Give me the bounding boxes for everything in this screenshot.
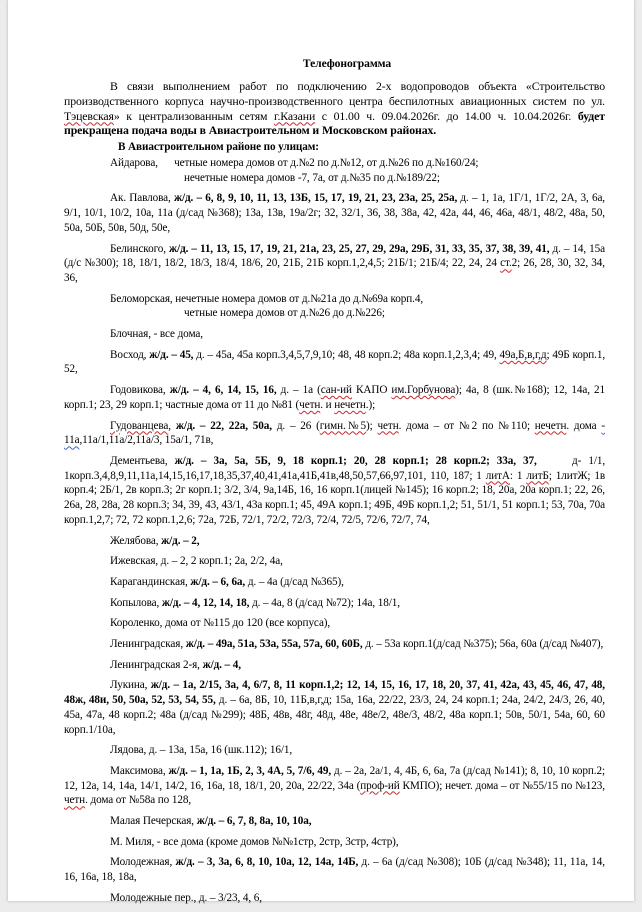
entry-text: Молодежные пер., д. – 3/23, 4, 6, — [110, 891, 262, 904]
entry-text: литБ — [526, 469, 549, 482]
entry-text: ст. — [500, 257, 512, 270]
street-entry-m-milya — [64, 835, 605, 850]
entry-text: Годовикова, — [110, 384, 170, 397]
entry-text: Желябова, — [110, 534, 162, 547]
entry-text: , — [168, 419, 176, 432]
street-entry-kopylova — [64, 596, 605, 611]
entry-text: 49а,Б,в,г,д — [499, 348, 547, 361]
entry-bold: ж/д. – 22, 22а, 50а, — [175, 419, 272, 432]
entry-text: Лукина, — [110, 679, 151, 692]
entry-text: литА — [485, 469, 510, 482]
entry-text: ; 49Б корп.1, 52, — [64, 348, 606, 376]
street-entry-leningradskaya — [64, 637, 605, 652]
entry-text: д. – 6а, 8Б, 10, 11Б,в,г,д; 15а, 16а, 22/22, 23/3, 24, 24 корп.1; 24а, 24/2, 24/3, 26, 40, 45а, 47а, 48 корп.2; 48а (д/сад №299); 48Б, 48в, 48г, 48д, 48е, 48е/2, 48е/3, 48/2, 48а корп.1; 50в, 50/1, 54а, 60, 60 корп.1/10а, — [64, 694, 605, 736]
entry-text: четн — [377, 419, 399, 432]
street-entry-aydarova — [64, 156, 605, 171]
entry-text: . дома – от №2 по №110; — [398, 419, 535, 432]
entry-text: М. Миля, - все дома (кроме домов №№1стр, 2стр, 3стр, 4стр), — [110, 835, 399, 848]
intro-text: В связи выполнением работ по подключению 2-х водопроводов объекта «Строительство производственного корпуса научно-производственного центра беспилотных авиационных систем по ул. — [64, 78, 605, 108]
entry-bold: ж/д. – 1а, 2/15, 3а, 4, 6/7, 8, 11 корп.1,2; 12, 14, 15, 16, 17, 18, 20, 37, 41, 42а, 43, 45, 46, 47, 48, 48ж, 48и, 50, 50а, 52, 53, 54, 55, — [64, 679, 606, 707]
entry-text: КМПО); нечет. дома – от №55/15 по №123, — [399, 779, 605, 792]
entry-text: нечетные номера домов -7, 7а, от д.№35 по д.№189/22; — [184, 171, 440, 184]
entry-text: : 1 — [509, 469, 527, 482]
entry-text: Ижевская, д. – 2, 2 корп.1; 2а, 2/2, 4а, — [110, 555, 283, 568]
entry-text: нечетн — [534, 419, 567, 432]
entry-bold: ж/д. – 6, 7, 8, 8а, 10, 10а, — [196, 815, 312, 828]
entry-text: нечетн — [334, 398, 366, 411]
entry-text: д. – 6а (д/сад №308); 10Б (д/сад №348); 11, 11а, 14, 16, 16а, 18, 18а, — [64, 856, 605, 884]
entry-text: Короленко, дома от №115 до 120 (все корпуса), — [110, 617, 331, 630]
street-entry-gudovantseva — [64, 419, 605, 448]
street-entry-lukina — [64, 678, 605, 737]
street-entry-maksimova — [64, 764, 605, 808]
street-entry-godovikova — [64, 383, 605, 412]
entry-text: сан-ий — [320, 384, 352, 397]
entry-text: Восход, — [110, 348, 150, 361]
street-entry-pavlova — [64, 191, 605, 235]
entry-text: четные номера домов от д.№26 до д.№226; — [184, 307, 385, 320]
entry-text: ); 4а, 8 (шк.№168); 12, 14а, 21 корп.1; 23, 29 корп.1; частные дома от 11 до №81 ( — [64, 384, 606, 411]
street-entry-karagandinskaya — [64, 575, 605, 590]
entry-text: - 11а — [64, 419, 605, 447]
district-heading: В Авиастроительном районе по улицам: — [118, 141, 319, 154]
intro-street: Тэцевская — [64, 108, 114, 123]
entry-text: четн — [64, 794, 86, 807]
document-title: Телефонограмма — [302, 57, 392, 70]
entry-text: . и — [320, 398, 335, 411]
intro-text: с 01.00 ч. 09.04.2026г. до 14.00 ч. 10.04.2026г. — [315, 108, 578, 123]
street-entry-molodezhnaya — [64, 855, 605, 884]
document-body — [64, 57, 608, 912]
entry-bold: ж/д. – 45, — [149, 348, 194, 361]
entry-text: КАПО — [351, 384, 392, 397]
entry-bold: ж/д. – 11, 13, 15, 17, 19, 21, 21а, 23, 25, 27, 29, 29а, 29Б, 31, 33, 35, 37, 38, 39, 41, — [169, 242, 550, 255]
entry-text: Лядова, д. – 13а, 15а, 16 (шк.112); 16/1, — [110, 744, 293, 757]
document-page — [8, 0, 634, 904]
intro-text: » к централизованным сетям — [113, 108, 275, 123]
entry-text: Ак. Павлова, — [110, 192, 174, 205]
street-entry-belinsky — [64, 242, 605, 286]
entry-text: Максимова, — [110, 764, 169, 777]
entry-text: Ленинградская 2-я, — [110, 658, 203, 671]
entry-text: д. – 1а ( — [276, 384, 321, 397]
entry-bold: ж/д. – 49а, 51а, 53а, 55а, 57а, 60, 60Б, — [185, 638, 363, 651]
entry-text: им.Горбунова — [391, 384, 456, 397]
street-entry-malaya-pecherskaya — [64, 814, 605, 829]
entry-text: Айдарова, четные номера домов от д.№2 по д.№12, от д.№26 по д.№160/24; — [110, 157, 479, 170]
street-entry-korolenko — [64, 616, 605, 631]
entry-text: д. – 26 ( — [271, 419, 320, 432]
intro-bold-notice: будет прекращена подача воды в Авиастроительном и Московском районах. — [64, 108, 605, 138]
entry-text: ; 1литЖ; 1в корп.4; 2Б/1, 2в корп.3; 2г корп.1; 3/2, 3/4, 9а,14Б, 16, 16 корп.1(лицей №145); 16 корп.2; 18, 20а, 20а корп.1; 22, 26, 26а, 28, 28а, 28 корп.3; 34, 39, 43, 43/1, 43а корп.1; 45, 49А корп.1; 49Б, 49Б корп.1,2; 51, 51/1, 51 корп.1; 53, 70а, 70а корп.1,2,7; 72, 72 корп.1,2,6; 72а, 72Б, 72/1, 72/2, 72/3, 72/4, 72/5, 72/6, 72/7, 74, — [64, 469, 605, 526]
intro-paragraph — [64, 79, 605, 139]
street-entry-molodezhnye-per — [64, 891, 605, 906]
entry-text: Беломорская, нечетные номера домов от д.№21а до д.№69а корп.4, — [110, 292, 424, 305]
entry-text: д. – 1, 1а, 1Г/1, 1Г/2, 2А, 3, 6а, 9/1, 10/1, 10/2, 10а, 11а (д/сад №368); 13а, 13в, 19а/2г; 32, 32/1, 36, 38, 38а, 42, 42а, 44, 46, 46а, 48/1, 48/2, 48а, 50, 50а, 50Б, 50в, 50д, 50е, — [64, 192, 606, 234]
entry-text: проф-ий — [360, 779, 400, 792]
entry-text: д. – 4а, 8 (д/сад №72); 14а, 18/1, — [249, 596, 400, 609]
entry-text: ,11а/1,11а/2,11а/3, 15а/1, 71в, — [79, 434, 214, 447]
entry-bold: ж/д. – 4, 6, 14, 15, 16, — [169, 384, 277, 397]
entry-text: д. – 4а (д/сад №365), — [245, 575, 344, 588]
entry-bold: ж/д. – 3, 3а, 6, 8, 10, 10а, 12, 14а, 14Б, — [175, 856, 359, 869]
entry-text: четн — [299, 398, 321, 411]
entry-bold: ж/д. – 2, — [161, 534, 200, 547]
entry-text: . дома — [566, 419, 602, 432]
intro-city: г.Казани — [274, 108, 316, 123]
entry-text: д. – 14, 15а (д/с №300); 18, 18/1, 18/2, 18/3, 18/4, 18/6, 20, 21Б, 21Б корп.1,2,4,5; 21Б/1; 21Б/4; 22, 24, 24 — [64, 242, 606, 270]
entry-text: .); — [365, 398, 376, 411]
entry-text: ); — [366, 419, 378, 432]
entry-text: Дементьева, — [110, 454, 175, 467]
street-entry-voskhod — [64, 348, 605, 377]
street-entry-izhevskaya — [64, 554, 605, 569]
street-entry-lyadova — [64, 743, 605, 758]
entry-bold: ж/д. – 6, 6а, — [190, 575, 246, 588]
entry-text: Белинского, — [110, 242, 170, 255]
street-entry-belomorskaya-even — [64, 306, 605, 321]
entry-bold: ж/д. – 3а, 5а, 5Б, 9, 18 корп.1; 20, 28 корп.1; 28 корп.2; 33а, 37, — [174, 454, 537, 467]
entry-bold: ж/д. – 1, 1а, 1Б, 2, 3, 4А, 5, 7/6, 49, — [168, 764, 332, 777]
street-entry-blochnaya — [64, 327, 605, 342]
entry-bold: ж/д. – 4, 12, 14, 18, — [161, 596, 250, 609]
street-entry-aydarova-odd — [64, 171, 605, 186]
street-entry-zhelyabova — [64, 534, 605, 549]
entry-text: д. – 53а корп.1(д/сад №375); 56а, 60а (д/сад №407), — [362, 638, 604, 651]
street-entry-leningradskaya-2 — [64, 658, 605, 673]
entry-text: Карагандинская, — [110, 575, 191, 588]
entry-text: Ленинградская, — [110, 638, 186, 651]
street-entry-dementyeva — [64, 454, 608, 528]
entry-text: Блочная, - все дома, — [110, 328, 203, 341]
entry-text: . дома от №58а по 128, — [85, 794, 192, 807]
entry-text: 2; 26, 28, 30, 32, 34, 36, — [64, 257, 605, 284]
entry-text: д. – 45а, 45а корп.3,4,5,7,9,10; 48, 48 корп.2; 48а корп.1,2,3,4; 49, — [193, 348, 500, 361]
entry-text: гимн.№5 — [319, 419, 367, 432]
entry-text: Малая Печерская, — [110, 815, 197, 828]
entry-text: Копылова, — [110, 596, 162, 609]
entry-text: д. – 2а, 2а/1, 4, 4Б, 6, 6а, 7а (д/сад №141); 8, 10, 10 корп.2; 12, 12а, 14, 14а, 14/1, 14/2, 16, 16а, 18, 18/1, 20, 20а, 22/22, 34а ( — [64, 764, 605, 792]
entry-text: Гудованцева — [110, 419, 169, 432]
entry-bold: ж/д. – 6, 8, 9, 10, 11, 13, 13Б, 15, 17, 19, 21, 23, 23а, 25, 25а, — [173, 192, 458, 205]
entry-text: Молодежная, — [110, 856, 176, 869]
entry-bold: ж/д. – 4, — [202, 658, 241, 671]
entry-text: д- 1/1, 1корп.3,4,8,9,11,11а,14,15,16,17,18,35,37,40,41,41а,41Б,41в,48,50,57,66,97,101, 110, 187; 1 — [64, 454, 608, 482]
street-entry-belomorskaya — [64, 292, 605, 307]
